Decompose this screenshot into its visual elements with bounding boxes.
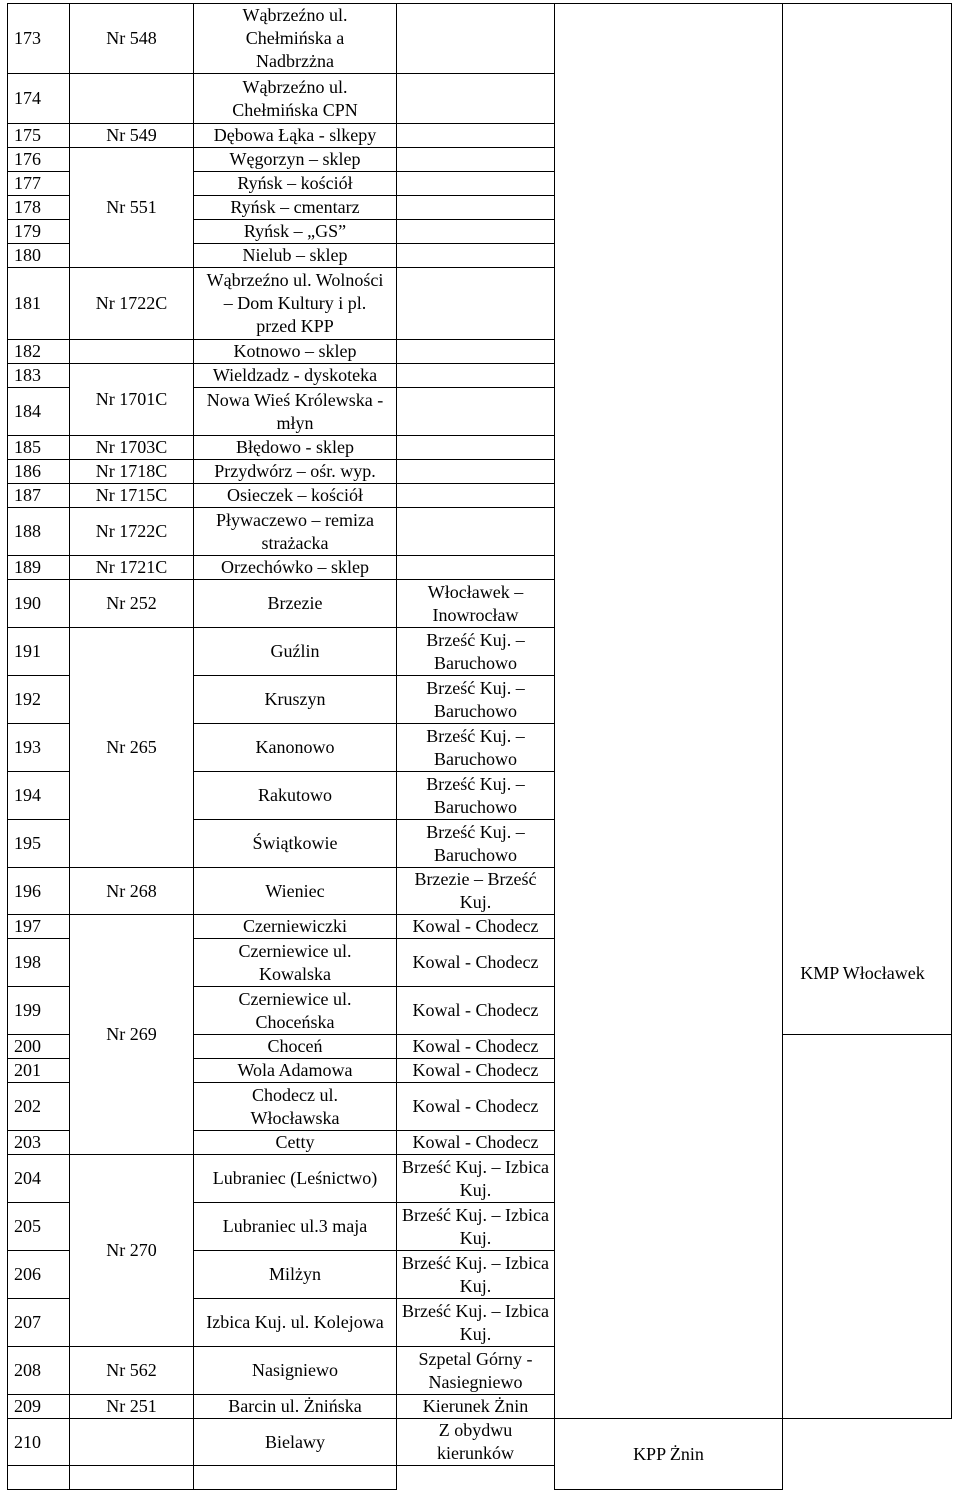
direction xyxy=(397,460,555,484)
road-number: Nr 252 xyxy=(70,580,194,628)
location: Izbica Kuj. ul. Kolejowa xyxy=(194,1299,397,1347)
location: Barcin ul. Żnińska xyxy=(194,1395,397,1419)
location: Węgorzyn – sklep xyxy=(194,148,397,172)
direction: Brześć Kuj. – Izbica Kuj. xyxy=(397,1155,555,1203)
direction xyxy=(397,124,555,148)
direction: Włocławek – Inowrocław xyxy=(397,580,555,628)
direction: Brześć Kuj. – Izbica Kuj. xyxy=(397,1203,555,1251)
location: Wąbrzeźno ul. Chełmińska CPN xyxy=(194,74,397,124)
row-number: 203 xyxy=(8,1131,70,1155)
location: Chodecz ul. Włocławska xyxy=(194,1083,397,1131)
location: Ryńsk – „GS” xyxy=(194,220,397,244)
direction xyxy=(397,196,555,220)
location: Kanonowo xyxy=(194,724,397,772)
road-number xyxy=(70,74,194,124)
direction xyxy=(194,1466,397,1490)
road-number xyxy=(70,340,194,364)
unit-kmp-upper xyxy=(783,4,952,1035)
road-number: Nr 1722C xyxy=(70,508,194,556)
direction xyxy=(397,436,555,460)
unit-kmp-lower xyxy=(783,1035,952,1419)
row-number: 191 xyxy=(8,628,70,676)
row-number: 175 xyxy=(8,124,70,148)
unit-kpp: KPP Żnin xyxy=(555,1419,783,1490)
road-number: Nr 551 xyxy=(70,148,194,268)
location: Czerniewiczki xyxy=(194,915,397,939)
direction xyxy=(397,388,555,436)
direction: Brześć Kuj. – Izbica Kuj. xyxy=(397,1299,555,1347)
row-number: 196 xyxy=(8,868,70,915)
road-number: Nr 269 xyxy=(70,915,194,1155)
road-number: Nr 1701C xyxy=(70,364,194,436)
location: Czerniewice ul. Kowalska xyxy=(194,939,397,987)
row-number: 179 xyxy=(8,220,70,244)
row-number: 188 xyxy=(8,508,70,556)
direction: Kowal - Chodecz xyxy=(397,1131,555,1155)
row-number: 194 xyxy=(8,772,70,820)
location: Błędowo - sklep xyxy=(194,436,397,460)
location: Rakutowo xyxy=(194,772,397,820)
location: Milżyn xyxy=(194,1251,397,1299)
row-number: 181 xyxy=(8,268,70,340)
location: Bielawy xyxy=(194,1419,397,1466)
location: Nasigniewo xyxy=(194,1347,397,1395)
table-row xyxy=(8,4,952,74)
road-number: Nr 265 xyxy=(70,628,194,868)
location: Osieczek – kościół xyxy=(194,484,397,508)
direction: Brześć Kuj. – Baruchowo xyxy=(397,772,555,820)
location: Czerniewice ul. Choceńska xyxy=(194,987,397,1035)
road-number: Nr 549 xyxy=(70,124,194,148)
location: Cetty xyxy=(194,1131,397,1155)
direction: Z obydwu kierunków xyxy=(397,1419,555,1466)
road-number: Nr 548 xyxy=(70,4,194,74)
row-number: 185 xyxy=(8,436,70,460)
points-table xyxy=(7,3,952,1490)
direction xyxy=(397,340,555,364)
row-number: 195 xyxy=(8,820,70,868)
direction: Kowal - Chodecz xyxy=(397,1083,555,1131)
direction xyxy=(397,364,555,388)
road-number: Nr 562 xyxy=(70,1347,194,1395)
location xyxy=(70,1466,194,1490)
row-number: 197 xyxy=(8,915,70,939)
location: Kruszyn xyxy=(194,676,397,724)
location: Kotnowo – sklep xyxy=(194,340,397,364)
direction xyxy=(397,172,555,196)
location: Wąbrzeźno ul. Chełmińska a Nadbrzżna xyxy=(194,4,397,74)
direction xyxy=(397,220,555,244)
direction: Kowal - Chodecz xyxy=(397,1059,555,1083)
location: Dębowa Łąka - slkepy xyxy=(194,124,397,148)
location: Wąbrzeźno ul. Wolności – Dom Kultury i pl. przed KPP xyxy=(194,268,397,340)
row-number: 199 xyxy=(8,987,70,1035)
row-number xyxy=(8,1466,70,1490)
unit-kmp-label: KMP Włocławek xyxy=(800,963,925,983)
location: Nowa Wieś Królewska - młyn xyxy=(194,388,397,436)
location: Orzechówko – sklep xyxy=(194,556,397,580)
location: Guźlin xyxy=(194,628,397,676)
row-number: 204 xyxy=(8,1155,70,1203)
road-number: Nr 268 xyxy=(70,868,194,915)
direction xyxy=(397,508,555,556)
row-number: 202 xyxy=(8,1083,70,1131)
row-number: 186 xyxy=(8,460,70,484)
direction: Kowal - Chodecz xyxy=(397,915,555,939)
direction: Kierunek Żnin xyxy=(397,1395,555,1419)
row-number: 209 xyxy=(8,1395,70,1419)
direction: Kowal - Chodecz xyxy=(397,987,555,1035)
direction: Kowal - Chodecz xyxy=(397,939,555,987)
location: Lubraniec ul.3 maja xyxy=(194,1203,397,1251)
road-number: Nr 1703C xyxy=(70,436,194,460)
row-number: 177 xyxy=(8,172,70,196)
row-number: 176 xyxy=(8,148,70,172)
row-number: 173 xyxy=(8,4,70,74)
road-number: Nr 1715C xyxy=(70,484,194,508)
row-number: 187 xyxy=(8,484,70,508)
road-number: Nr 1718C xyxy=(70,460,194,484)
row-number: 184 xyxy=(8,388,70,436)
location: Wieldzadz - dyskoteka xyxy=(194,364,397,388)
road-number: Nr 270 xyxy=(70,1155,194,1347)
direction xyxy=(397,148,555,172)
row-number: 189 xyxy=(8,556,70,580)
row-number: 190 xyxy=(8,580,70,628)
row-number: 210 xyxy=(8,1419,70,1466)
row-number: 198 xyxy=(8,939,70,987)
row-number: 192 xyxy=(8,676,70,724)
location: Wola Adamowa xyxy=(194,1059,397,1083)
unit-kmp xyxy=(555,4,783,1419)
direction: Szpetal Górny - Nasiegniewo xyxy=(397,1347,555,1395)
table-row xyxy=(8,1419,952,1466)
direction: Brześć Kuj. – Baruchowo xyxy=(397,724,555,772)
road-number: Nr 251 xyxy=(70,1395,194,1419)
location: Pływaczewo – remiza strażacka xyxy=(194,508,397,556)
location: Ryńsk – kościół xyxy=(194,172,397,196)
location: Wieniec xyxy=(194,868,397,915)
row-number: 206 xyxy=(8,1251,70,1299)
row-number: 200 xyxy=(8,1035,70,1059)
location: Nielub – sklep xyxy=(194,244,397,268)
row-number: 201 xyxy=(8,1059,70,1083)
row-number: 208 xyxy=(8,1347,70,1395)
direction: Brześć Kuj. – Baruchowo xyxy=(397,676,555,724)
location: Ryńsk – cmentarz xyxy=(194,196,397,220)
row-number: 180 xyxy=(8,244,70,268)
direction: Brześć Kuj. – Baruchowo xyxy=(397,628,555,676)
location: Lubraniec (Leśnictwo) xyxy=(194,1155,397,1203)
direction xyxy=(397,244,555,268)
direction: Brześć Kuj. – Izbica Kuj. xyxy=(397,1251,555,1299)
row-number: 205 xyxy=(8,1203,70,1251)
direction xyxy=(397,4,555,74)
row-number: 193 xyxy=(8,724,70,772)
road-number: Nr 1721C xyxy=(70,556,194,580)
road-number xyxy=(70,1419,194,1466)
direction xyxy=(397,556,555,580)
table-row xyxy=(8,1466,952,1490)
location: Brzezie xyxy=(194,580,397,628)
direction: Kowal - Chodecz xyxy=(397,1035,555,1059)
direction xyxy=(397,484,555,508)
row-number: 183 xyxy=(8,364,70,388)
row-number: 182 xyxy=(8,340,70,364)
road-number: Nr 1722C xyxy=(70,268,194,340)
direction: Brześć Kuj. – Baruchowo xyxy=(397,820,555,868)
location: Przydwórz – ośr. wyp. xyxy=(194,460,397,484)
row-number: 207 xyxy=(8,1299,70,1347)
direction xyxy=(397,74,555,124)
location: Świątkowie xyxy=(194,820,397,868)
location: Choceń xyxy=(194,1035,397,1059)
row-number: 178 xyxy=(8,196,70,220)
direction: Brzezie – Brześć Kuj. xyxy=(397,868,555,915)
direction xyxy=(397,268,555,340)
row-number: 174 xyxy=(8,74,70,124)
